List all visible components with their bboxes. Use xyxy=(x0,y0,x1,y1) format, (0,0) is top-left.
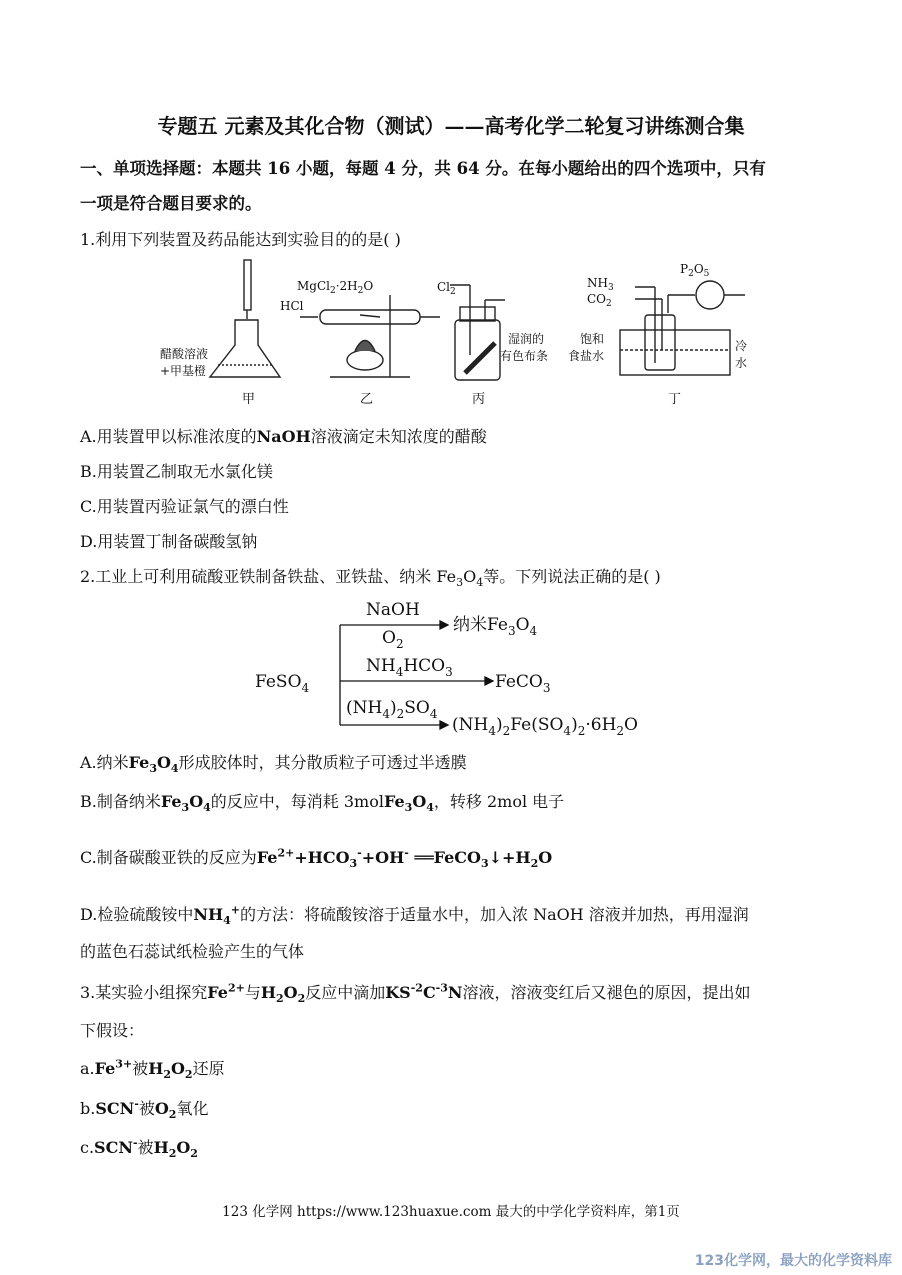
svg-text:O2: $O_2$ xyxy=(382,628,404,651)
q2-option-a: A.纳米$Fe_3O_4$形成胶体时，其分散质粒子可透过半透膜 xyxy=(80,753,467,776)
drying-tube xyxy=(696,281,724,309)
label-ding-nh3: NH xyxy=(587,276,608,290)
label-bing-gas: Cl xyxy=(437,280,451,294)
q3-hypothesis-a: $a.Fe^{3+}$被$H_2O_2$还原 xyxy=(80,1057,225,1082)
label-ding-p2o5: P xyxy=(680,262,689,276)
label-ding-salt2: 食盐水 xyxy=(568,349,605,363)
label-ding-salt1: 饱和 xyxy=(580,332,605,346)
q2-option-b: B.制备纳米$Fe_3O_4$的反应中，每消耗 $3molFe_3O_4$，转移 2mol 电子 xyxy=(80,792,565,815)
burette xyxy=(244,260,251,310)
reaction-tube xyxy=(320,310,420,324)
label-ding-cold2: 水 xyxy=(735,356,748,370)
svg-text:FeCO3: FeCO$_3$ xyxy=(495,672,551,695)
scheme-r1-product: 纳米Fe xyxy=(453,615,508,635)
q3-stem: 3.某实验小组探究$Fe^{2+}$与$H_2O_2$反应中滴加$KS^{-2}C^{-3}N$溶液，溶液变红后又褪色的原因，提出如 xyxy=(80,981,751,1006)
q3-hypothesis-c: c.SCN-被$H_2O_2$ xyxy=(80,1136,198,1161)
watermark: 123化学网，最大的化学资料库 xyxy=(694,1253,892,1269)
caption-ding: 丁 xyxy=(668,392,682,407)
label-jia-reagent2: +甲基橙 xyxy=(160,364,207,378)
scheme-r3-top: (NH xyxy=(346,698,383,718)
svg-text:Cl2: $Cl_2$ xyxy=(437,280,456,297)
svg-text:(NH4)2SO4: $(NH_4)_2SO_4$ xyxy=(346,698,438,721)
page-footer: 123 化学网 https://www.123huaxue.com 最大的中学化学资料库，第1页 xyxy=(222,1204,680,1220)
page-title: 专题五 元素及其化合物（测试）——高考化学二轮复习讲练测合集 xyxy=(157,114,745,138)
svg-text:P2O5: $P_2O_5$ xyxy=(680,262,710,279)
label-yi-gas: HCl xyxy=(280,299,304,313)
label-ding-cold1: 冷 xyxy=(735,339,748,353)
q1-apparatus-figure xyxy=(150,255,760,410)
q2-stem: 2.工业上可利用硫酸亚铁制备铁盐、亚铁盐、纳米 $Fe_3O_4$等。下列说法正确的是( ) xyxy=(80,567,661,590)
scheme-r2-product: FeCO xyxy=(495,672,543,692)
section-heading-line1: 一、单项选择题：本题共 16 小题，每题 4 分，共 64 分。在每小题给出的四个选项中，只有 xyxy=(80,159,766,178)
scheme-r1-bottom: O xyxy=(382,628,396,648)
label-bing-cloth1: 湿润的 xyxy=(508,332,545,346)
caption-bing: 丙 xyxy=(472,392,486,407)
svg-text:MgCl2·2H2O: $MgCl_2\cdot 2H_2O$ xyxy=(297,279,374,296)
label-bing-cloth2: 有色布条 xyxy=(500,349,549,363)
alcohol-lamp xyxy=(347,350,383,370)
q1-option-d: D.用装置丁制备碳酸氢钠 xyxy=(80,532,258,551)
scheme-r3-product: (NH xyxy=(452,715,489,735)
reaction-bottle xyxy=(645,315,675,370)
label-jia-reagent1: 醋酸溶液 xyxy=(160,347,209,361)
svg-text:FeSO4: FeSO$_4$ xyxy=(255,672,310,695)
conical-flask xyxy=(210,320,280,377)
q1-option-c: C.用装置丙验证氯气的漂白性 xyxy=(80,497,289,516)
q3-stem-line2: 下假设： xyxy=(80,1021,145,1040)
caption-yi: 乙 xyxy=(360,392,374,407)
q1-option-b: B.用装置乙制取无水氯化镁 xyxy=(80,462,273,481)
q2-option-c: C.制备碳酸亚铁的反应为$Fe^{2+}+HCO_3^-+OH^-$ $══FeCO_3↓+H_2O$ xyxy=(80,846,553,871)
svg-text:(NH4)2Fe(SO4)2·6H2O: $(NH_4)_2Fe(SO_4)_2\cdot 6H_2O$ xyxy=(452,715,638,738)
q2-reaction-scheme xyxy=(250,595,670,740)
q1-option-a: A.用装置甲以标准浓度的NaOH溶液滴定未知浓度的醋酸 xyxy=(80,427,487,446)
q2-option-d-line2: 的蓝色石蕊试纸检验产生的气体 xyxy=(80,942,305,961)
svg-text:CO2: $CO_2$ xyxy=(587,292,612,309)
scheme-r1-top: NaOH xyxy=(366,600,420,620)
svg-text:NH3: $NH_3$ xyxy=(587,276,614,293)
q2-option-d-line1: D.检验硫酸铵中$NH_4^+$的方法：将硫酸铵溶于适量水中，加入浓 NaOH 溶液并加热，再用湿润 xyxy=(80,903,749,928)
gas-bottle xyxy=(455,320,500,380)
label-yi-top: MgCl xyxy=(297,279,330,293)
label-ding-co2: CO xyxy=(587,292,607,306)
q3-hypothesis-b: b.SCN-被$O_2$氧化 xyxy=(80,1097,209,1122)
q1-stem: 1.利用下列装置及药品能达到实验目的的是( ) xyxy=(80,230,401,249)
svg-text:纳米Fe3O4: 纳米$Fe_3O_4$ xyxy=(453,615,538,638)
section-heading-line2: 一项是符合题目要求的。 xyxy=(80,194,262,213)
svg-text:NH4HCO3: $NH_4HCO_3$ xyxy=(366,656,453,679)
caption-jia: 甲 xyxy=(242,392,256,407)
scheme-r2-top: NH xyxy=(366,656,396,676)
scheme-start: FeSO xyxy=(255,672,302,692)
